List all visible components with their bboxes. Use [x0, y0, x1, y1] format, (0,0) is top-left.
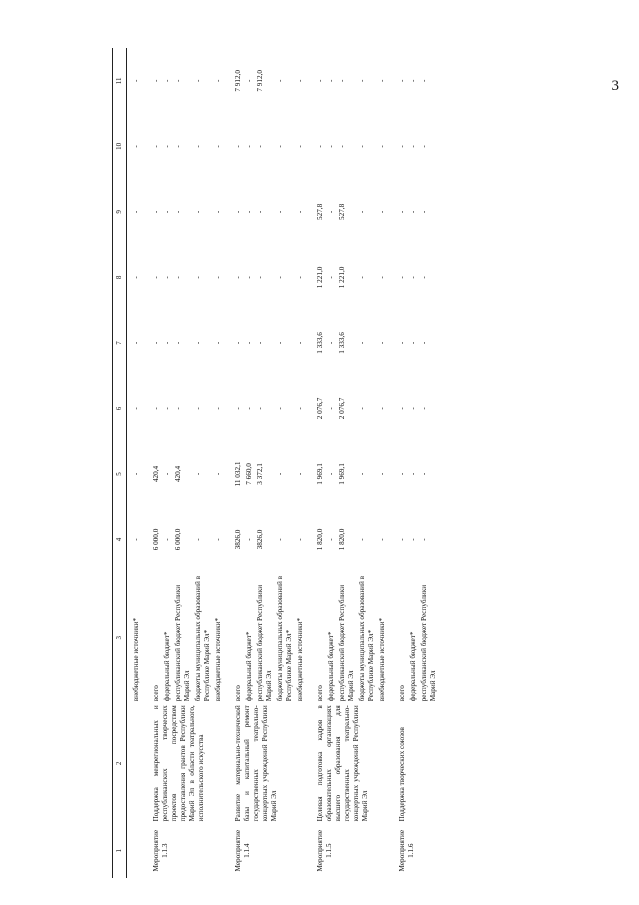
value-cell: 2 076,7 — [337, 397, 346, 420]
table-row — [306, 48, 326, 878]
value-cell: - — [244, 407, 253, 410]
col-header: 3 — [113, 572, 127, 703]
value-cell: - — [255, 276, 264, 279]
value-cell: - — [244, 210, 253, 214]
measure-id-cell: Мероприятие 1.1.4 — [233, 829, 251, 872]
value-cell: - — [295, 210, 304, 214]
source-cell: всего — [233, 685, 242, 702]
value-cell: - — [255, 145, 264, 148]
value-cell: - — [244, 538, 253, 541]
value-cell: - — [162, 276, 171, 279]
value-cell: - — [131, 79, 140, 83]
value-cell: - — [131, 145, 140, 148]
value-cell: - — [244, 276, 253, 279]
value-cell: - — [131, 276, 140, 279]
value-cell: 7 660,0 — [244, 463, 253, 485]
value-cell: 11 032,1 — [233, 461, 242, 487]
value-cell: 7 912,0 — [255, 70, 264, 92]
value-cell: - — [162, 341, 171, 345]
source-cell: всего — [151, 685, 160, 702]
rotated-table-container — [112, 48, 637, 878]
value-cell: - — [275, 79, 284, 83]
page-number: 3 — [611, 78, 619, 94]
source-cell: федеральный бюджет* — [162, 631, 171, 702]
value-cell: 3 372,1 — [255, 463, 264, 485]
col-header: 1 — [113, 823, 127, 878]
value-cell: - — [408, 276, 417, 279]
source-cell: федеральный бюджет* — [408, 631, 417, 702]
value-cell: - — [213, 145, 222, 148]
value-cell: - — [131, 210, 140, 214]
value-cell: - — [131, 407, 140, 410]
col-header: 5 — [113, 441, 127, 507]
value-cell: - — [357, 407, 366, 410]
value-cell: - — [162, 538, 171, 541]
value-cell: - — [419, 276, 428, 279]
value-cell: - — [244, 145, 253, 148]
value-cell: - — [162, 79, 171, 83]
value-cell: - — [255, 210, 264, 214]
value-cell: 7 912,0 — [233, 70, 242, 92]
value-cell: - — [295, 407, 304, 410]
value-cell: - — [275, 145, 284, 148]
value-cell: - — [151, 341, 160, 345]
col-header: 2 — [113, 703, 127, 823]
value-cell: - — [275, 341, 284, 345]
value-cell: - — [419, 341, 428, 345]
value-cell: - — [397, 276, 406, 279]
value-cell: - — [377, 407, 386, 410]
source-cell: внебюджетные источники* — [131, 617, 140, 702]
value-cell: - — [357, 145, 366, 148]
value-cell: - — [275, 538, 284, 541]
value-cell: - — [193, 145, 202, 148]
value-cell: - — [419, 210, 428, 214]
column-number-row — [113, 48, 127, 878]
value-cell: - — [397, 79, 406, 83]
table-row — [388, 48, 408, 878]
value-cell: - — [326, 210, 335, 214]
value-cell: - — [151, 407, 160, 410]
col-header: 4 — [113, 507, 127, 573]
value-cell: 2 076,7 — [315, 397, 324, 420]
source-cell: внебюджетные источники* — [295, 617, 304, 702]
source-cell: республиканский бюджет Республики Марий Эл — [173, 584, 191, 702]
value-cell: 1 221,0 — [337, 266, 346, 289]
value-cell: - — [233, 276, 242, 279]
value-cell: 1 969,1 — [315, 463, 324, 485]
value-cell: - — [397, 145, 406, 148]
value-cell: - — [173, 210, 182, 214]
source-cell: республиканский бюджет Республики Марий Эл — [419, 584, 437, 702]
value-cell: - — [357, 538, 366, 541]
value-cell: 1 820,0 — [315, 528, 324, 551]
value-cell: - — [213, 79, 222, 83]
value-cell: 1 333,6 — [315, 332, 324, 354]
measure-id-cell: Мероприятие 1.1.6 — [397, 829, 415, 872]
measure-id-cell: Мероприятие 1.1.5 — [315, 829, 333, 872]
value-cell: - — [213, 210, 222, 214]
value-cell: - — [151, 79, 160, 83]
value-cell: 1 221,0 — [315, 266, 324, 289]
value-cell: - — [408, 472, 417, 476]
value-cell: - — [408, 79, 417, 83]
source-cell: внебюджетные источники* — [213, 617, 222, 702]
value-cell: - — [419, 538, 428, 541]
value-cell: - — [193, 472, 202, 476]
source-cell: бюджеты муниципальных образований в Республике Марий Эл* — [275, 575, 293, 702]
table-row — [224, 48, 244, 878]
value-cell: - — [419, 472, 428, 476]
value-cell: - — [213, 341, 222, 345]
value-cell: - — [295, 472, 304, 476]
measure-title-cell: Целевая подготовка кадров в образовательных организациях высшего образования для государственных театрально-концертных учреждений Республики Марий Эл — [315, 705, 369, 822]
value-cell: - — [357, 472, 366, 476]
col-header: 11 — [113, 48, 127, 114]
value-cell: - — [295, 145, 304, 148]
value-cell: 1 969,1 — [337, 463, 346, 485]
value-cell: - — [162, 210, 171, 214]
value-cell: - — [357, 276, 366, 279]
value-cell: - — [326, 538, 335, 541]
value-cell: 3826,0 — [255, 529, 264, 550]
source-cell: бюджеты муниципальных образований в Республике Марий Эл* — [357, 575, 375, 702]
source-cell: республиканский бюджет Республики Марий Эл — [255, 584, 273, 702]
value-cell: - — [275, 472, 284, 476]
value-cell: - — [397, 407, 406, 410]
measure-title-cell: Поддержка межрегиональных и республиканских творческих проектов посредством предоставления грантов Республики Марий Эл в области театрального, исполнительского искусства — [151, 705, 205, 822]
value-cell: - — [151, 145, 160, 148]
value-cell: - — [173, 341, 182, 345]
value-cell: - — [255, 341, 264, 345]
value-cell: - — [326, 276, 335, 279]
source-cell: республиканский бюджет Республики Марий Эл — [337, 584, 355, 702]
value-cell: - — [193, 210, 202, 214]
value-cell: - — [275, 210, 284, 214]
value-cell: - — [315, 79, 324, 83]
value-cell: - — [377, 79, 386, 83]
col-header: 7 — [113, 310, 127, 376]
value-cell: 3826,0 — [233, 529, 242, 550]
value-cell: - — [233, 341, 242, 345]
value-cell: - — [419, 79, 428, 83]
value-cell: - — [408, 407, 417, 410]
value-cell: - — [377, 341, 386, 345]
value-cell: - — [213, 538, 222, 541]
measure-title-cell: Поддержка творческих союзов — [397, 727, 406, 822]
value-cell: - — [173, 145, 182, 148]
value-cell: - — [326, 407, 335, 410]
value-cell: - — [193, 538, 202, 541]
value-cell: - — [326, 341, 335, 345]
value-cell: - — [193, 341, 202, 345]
value-cell: - — [295, 79, 304, 83]
value-cell: - — [377, 210, 386, 214]
source-cell: федеральный бюджет* — [326, 631, 335, 702]
value-cell: - — [377, 145, 386, 148]
table-body — [126, 48, 439, 878]
value-cell: - — [131, 472, 140, 476]
table-row — [126, 48, 142, 878]
value-cell: - — [193, 276, 202, 279]
col-header: 6 — [113, 376, 127, 442]
value-cell: - — [377, 538, 386, 541]
value-cell: - — [233, 407, 242, 410]
value-cell: - — [193, 79, 202, 83]
col-header: 9 — [113, 179, 127, 245]
value-cell: 1 333,6 — [337, 332, 346, 354]
value-cell: - — [151, 210, 160, 214]
value-cell: - — [173, 79, 182, 83]
value-cell: - — [295, 341, 304, 345]
value-cell: - — [151, 276, 160, 279]
value-cell: - — [397, 538, 406, 541]
value-cell: - — [326, 472, 335, 476]
source-cell: бюджеты муниципальных образований в Республике Марий Эл* — [193, 575, 211, 702]
value-cell: - — [337, 145, 346, 148]
value-cell: - — [233, 145, 242, 148]
value-cell: - — [377, 472, 386, 476]
value-cell: - — [408, 210, 417, 214]
source-cell: федеральный бюджет* — [244, 631, 253, 702]
value-cell: - — [213, 407, 222, 410]
value-cell: 420,4 — [151, 465, 160, 483]
value-cell: - — [419, 407, 428, 410]
value-cell: - — [408, 145, 417, 148]
value-cell: - — [397, 341, 406, 345]
value-cell: - — [244, 341, 253, 345]
value-cell: - — [357, 79, 366, 83]
value-cell: - — [275, 407, 284, 410]
value-cell: - — [173, 276, 182, 279]
value-cell: - — [377, 276, 386, 279]
value-cell: - — [326, 145, 335, 148]
value-cell: - — [162, 407, 171, 410]
source-cell: внебюджетные источники* — [377, 617, 386, 702]
measure-id-cell: Мероприятие 1.1.3 — [151, 829, 169, 872]
value-cell: - — [419, 145, 428, 148]
value-cell: - — [244, 79, 253, 83]
value-cell: - — [193, 407, 202, 410]
table-row — [142, 48, 162, 878]
value-cell: - — [315, 145, 324, 148]
value-cell: - — [131, 538, 140, 541]
value-cell: 6 000,0 — [173, 528, 182, 551]
source-cell: всего — [315, 685, 324, 702]
value-cell: - — [162, 145, 171, 148]
value-cell: - — [408, 341, 417, 345]
value-cell: - — [337, 79, 346, 83]
financing-table — [112, 48, 439, 878]
value-cell: - — [357, 210, 366, 214]
value-cell: - — [295, 538, 304, 541]
value-cell: - — [173, 407, 182, 410]
measure-title-cell: Развитие материально-технической базы и капитальный ремонт государственных театрально-концертных учреждений Республики Марий Эл — [233, 705, 278, 822]
value-cell: - — [357, 341, 366, 345]
value-cell: - — [326, 79, 335, 83]
source-cell: всего — [397, 685, 406, 702]
value-cell: - — [233, 210, 242, 214]
value-cell: - — [295, 276, 304, 279]
value-cell: - — [397, 472, 406, 476]
value-cell: 6 000,0 — [151, 528, 160, 551]
value-cell: 420,4 — [173, 465, 182, 483]
value-cell: 527,8 — [315, 203, 324, 220]
value-cell: - — [255, 407, 264, 410]
col-header: 8 — [113, 245, 127, 311]
value-cell: 1 820,0 — [337, 528, 346, 551]
value-cell: - — [275, 276, 284, 279]
value-cell: - — [408, 538, 417, 541]
value-cell: 527,8 — [337, 203, 346, 220]
value-cell: - — [162, 472, 171, 476]
col-header: 10 — [113, 114, 127, 180]
value-cell: - — [213, 472, 222, 476]
value-cell: - — [397, 210, 406, 214]
value-cell: - — [131, 341, 140, 345]
value-cell: - — [213, 276, 222, 279]
